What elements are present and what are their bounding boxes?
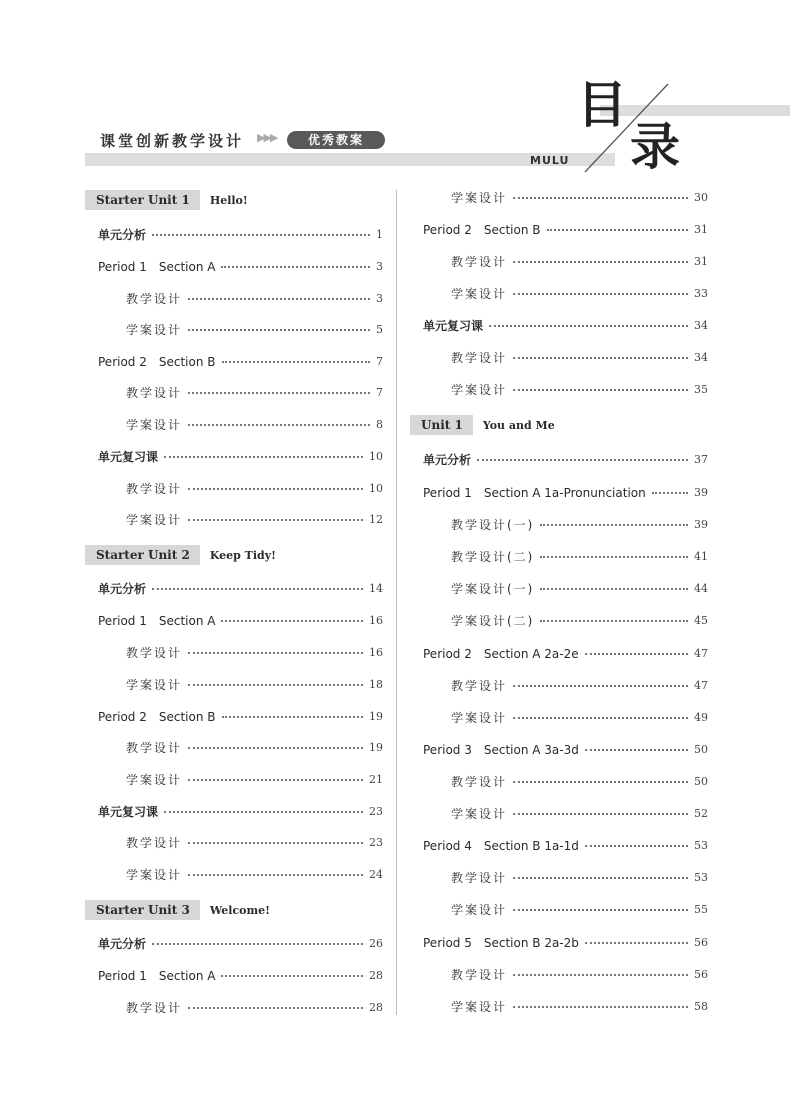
toc-page-number: 19 [369, 709, 383, 723]
toc-page-number: 53 [694, 838, 708, 852]
toc-page-number: 58 [694, 999, 708, 1013]
toc-entry[interactable] [98, 965, 383, 985]
toc-entry[interactable] [98, 224, 383, 244]
unit-number-box: Unit 1 [410, 415, 473, 435]
toc-page-number: 3 [376, 291, 383, 305]
toc-entry[interactable] [423, 739, 708, 759]
toc-entry[interactable] [451, 379, 708, 399]
toc-page-number: 23 [369, 804, 383, 818]
toc-entry[interactable] [98, 706, 383, 726]
toc-entry[interactable] [451, 610, 708, 630]
toc-page-number: 28 [369, 968, 383, 982]
dot-leader [188, 488, 363, 490]
toc-entry-title: Period 1 Section A [98, 613, 216, 628]
unit-heading[interactable] [410, 415, 555, 435]
toc-entry[interactable] [423, 315, 708, 335]
dot-leader [513, 877, 688, 879]
dot-leader [540, 556, 688, 558]
dot-leader [513, 813, 688, 815]
toc-page-number: 23 [369, 835, 383, 849]
toc-page-number: 39 [694, 485, 708, 499]
toc-page-number: 53 [694, 870, 708, 884]
dot-leader [585, 749, 688, 751]
dot-leader [513, 389, 688, 391]
dot-leader [188, 424, 370, 426]
toc-page-number: 35 [694, 382, 708, 396]
toc-entry[interactable] [126, 478, 383, 498]
arrows-icon: ▶▶▶ [257, 131, 277, 144]
dot-leader [152, 943, 363, 945]
toc-page-number: 7 [376, 354, 383, 368]
toc-page-number: 26 [369, 936, 383, 950]
dot-leader [221, 266, 370, 268]
toc-entry-title: 单元分析 [98, 936, 147, 951]
toc-entry[interactable] [451, 707, 708, 727]
toc-entry[interactable] [98, 801, 383, 821]
heading-mu: 目 [577, 76, 627, 134]
toc-page-number: 28 [369, 1000, 383, 1014]
toc-page-number: 7 [376, 385, 383, 399]
toc-entry-title: 单元复习课 [423, 318, 484, 333]
toc-page-number: 50 [694, 742, 708, 756]
toc-page-number: 34 [694, 318, 708, 332]
unit-heading[interactable] [85, 545, 276, 565]
toc-entry[interactable] [423, 932, 708, 952]
dot-leader [513, 974, 688, 976]
dot-leader [188, 329, 370, 331]
toc-entry[interactable] [423, 219, 708, 239]
toc-entry[interactable] [423, 449, 708, 469]
toc-page-number: 55 [694, 902, 708, 916]
dot-leader [188, 298, 370, 300]
toc-page-number: 41 [694, 549, 708, 563]
toc-page-number: 39 [694, 517, 708, 531]
toc-page-number: 5 [376, 322, 383, 336]
toc-entry-title: 教学设计(二) [451, 549, 535, 564]
toc-entry[interactable] [451, 283, 708, 303]
toc-page-number: 56 [694, 935, 708, 949]
toc-entry[interactable] [451, 187, 708, 207]
dot-leader [188, 519, 363, 521]
toc-entry-title: 教学设计 [451, 678, 508, 693]
toc-page-number: 34 [694, 350, 708, 364]
dot-leader [188, 684, 363, 686]
toc-page-number: 1 [376, 227, 383, 241]
toc-entry-title: Period 4 Section B 1a-1d [423, 838, 579, 853]
toc-entry[interactable] [451, 964, 708, 984]
dot-leader [222, 716, 364, 718]
toc-entry[interactable] [451, 251, 708, 271]
dot-leader [585, 653, 688, 655]
toc-entry[interactable] [451, 546, 708, 566]
toc-entry[interactable] [451, 514, 708, 534]
toc-entry[interactable] [451, 899, 708, 919]
toc-page-number: 49 [694, 710, 708, 724]
toc-entry[interactable] [126, 414, 383, 434]
toc-entry-title: 单元分析 [423, 452, 472, 467]
toc-entry-title: 教学设计 [451, 350, 508, 365]
toc-entry[interactable] [451, 675, 708, 695]
toc-entry-title: 学案设计 [126, 867, 183, 882]
toc-entry-title: 教学设计 [126, 1000, 183, 1015]
dot-leader [221, 620, 363, 622]
toc-entry[interactable] [423, 643, 708, 663]
dot-leader [513, 1006, 688, 1008]
toc-entry[interactable] [98, 933, 383, 953]
dot-leader [547, 229, 689, 231]
toc-page-number: 50 [694, 774, 708, 788]
toc-entry-title: Period 2 Section B [423, 222, 541, 237]
toc-page-number: 3 [376, 259, 383, 273]
toc-entry-title: 教学设计 [126, 835, 183, 850]
toc-entry[interactable] [126, 997, 383, 1017]
toc-entry-title: 学案设计 [451, 190, 508, 205]
toc-entry[interactable] [126, 864, 383, 884]
toc-entry-title: Period 1 Section A 1a-Pronunciation [423, 485, 646, 500]
dot-leader [477, 459, 688, 461]
dot-leader [652, 492, 688, 494]
dot-leader [152, 234, 370, 236]
heading-lu: 录 [630, 118, 680, 176]
toc-entry-title: 学案设计 [451, 710, 508, 725]
toc-entry-title: Period 2 Section A 2a-2e [423, 646, 579, 661]
dot-leader [188, 779, 363, 781]
toc-entry-title: 学案设计 [126, 677, 183, 692]
toc-entry[interactable] [126, 769, 383, 789]
unit-name: Hello! [209, 193, 248, 207]
dot-leader [540, 588, 688, 590]
toc-page-number: 10 [369, 481, 383, 495]
toc-entry-title: 学案设计 [451, 902, 508, 917]
unit-name: Welcome! [209, 903, 270, 917]
toc-page-number: 10 [369, 449, 383, 463]
toc-entry-title: 学案设计 [451, 286, 508, 301]
dot-leader [188, 1007, 363, 1009]
toc-entry-title: 单元复习课 [98, 804, 159, 819]
toc-entry-title: 教学设计 [126, 481, 183, 496]
toc-page-number: 14 [369, 581, 383, 595]
dot-leader [513, 717, 688, 719]
unit-heading[interactable] [85, 900, 270, 920]
slash-line [585, 84, 668, 172]
toc-entry[interactable] [98, 578, 383, 598]
dot-leader [513, 781, 688, 783]
toc-entry-title: Period 5 Section B 2a-2b [423, 935, 579, 950]
toc-entry-title: Period 2 Section B [98, 354, 216, 369]
toc-entry-title: 教学设计(一) [451, 517, 535, 532]
toc-entry-title: 学案设计(二) [451, 613, 535, 628]
toc-entry[interactable] [126, 832, 383, 852]
toc-page-number: 33 [694, 286, 708, 300]
dot-leader [540, 524, 688, 526]
toc-entry[interactable] [98, 256, 383, 276]
unit-number-box: Starter Unit 3 [85, 900, 200, 920]
toc-entry[interactable] [126, 509, 383, 529]
toc-entry-title: 单元复习课 [98, 449, 159, 464]
toc-entry-title: 学案设计 [126, 417, 183, 432]
toc-entry-title: 学案设计 [126, 512, 183, 527]
toc-entry-title: 学案设计 [451, 999, 508, 1014]
toc-entry[interactable] [451, 803, 708, 823]
toc-page-number: 18 [369, 677, 383, 691]
toc-entry-title: Period 2 Section B [98, 709, 216, 724]
column-divider [396, 190, 397, 1015]
toc-entry-title: 学案设计 [451, 806, 508, 821]
toc-entry[interactable] [98, 351, 383, 371]
toc-entry-title: 教学设计 [451, 254, 508, 269]
dot-leader [222, 361, 371, 363]
mulu-label: MULU [530, 154, 570, 167]
toc-entry-title: 学案设计 [126, 322, 183, 337]
toc-entry[interactable] [423, 482, 708, 502]
toc-entry-title: 教学设计 [451, 967, 508, 982]
toc-entry[interactable] [126, 288, 383, 308]
dot-leader [585, 942, 688, 944]
toc-entry-title: 教学设计 [126, 645, 183, 660]
slash-decoration [0, 0, 790, 200]
dot-leader [489, 325, 688, 327]
toc-entry[interactable] [98, 446, 383, 466]
toc-entry-title: 学案设计 [451, 382, 508, 397]
toc-entry[interactable] [126, 642, 383, 662]
toc-page-number: 19 [369, 740, 383, 754]
toc-page-number: 56 [694, 967, 708, 981]
toc-page-number: 16 [369, 645, 383, 659]
dot-leader [513, 909, 688, 911]
toc-page-number: 8 [376, 417, 383, 431]
dot-leader [513, 293, 688, 295]
toc-entry[interactable] [451, 347, 708, 367]
toc-page-number: 12 [369, 512, 383, 526]
toc-entry[interactable] [126, 319, 383, 339]
toc-page-number: 30 [694, 190, 708, 204]
toc-entry[interactable] [451, 578, 708, 598]
toc-page-number: 37 [694, 452, 708, 466]
dot-leader [540, 620, 688, 622]
toc-entry-title: Period 3 Section A 3a-3d [423, 742, 579, 757]
toc-entry-title: 教学设计 [126, 291, 183, 306]
toc-entry-title: Period 1 Section A [98, 968, 216, 983]
toc-entry-title: 教学设计 [451, 774, 508, 789]
toc-page-number: 16 [369, 613, 383, 627]
toc-page-number: 47 [694, 646, 708, 660]
toc-entry-title: 教学设计 [126, 740, 183, 755]
dot-leader [164, 456, 363, 458]
toc-entry-title: 学案设计(一) [451, 581, 535, 596]
toc-page-number: 24 [369, 867, 383, 881]
toc-entry[interactable] [98, 610, 383, 630]
dot-leader [188, 874, 363, 876]
dot-leader [585, 845, 688, 847]
unit-number-box: Starter Unit 2 [85, 545, 200, 565]
toc-page-number: 31 [694, 254, 708, 268]
toc-page-number: 31 [694, 222, 708, 236]
toc-entry[interactable] [126, 382, 383, 402]
toc-entry-title: 教学设计 [451, 870, 508, 885]
series-badge: 优秀教案 [287, 131, 385, 149]
toc-page-number: 21 [369, 772, 383, 786]
dot-leader [152, 588, 363, 590]
toc-entry-title: 单元分析 [98, 581, 147, 596]
dot-leader [188, 652, 363, 654]
unit-heading[interactable] [85, 190, 248, 210]
toc-entry[interactable] [451, 996, 708, 1016]
book-title: 课堂创新教学设计 [100, 132, 245, 150]
dot-leader [513, 357, 688, 359]
toc-entry[interactable] [451, 867, 708, 887]
toc-page-number: 44 [694, 581, 708, 595]
toc-page-number: 45 [694, 613, 708, 627]
unit-number-box: Starter Unit 1 [85, 190, 200, 210]
dot-leader [513, 261, 688, 263]
dot-leader [513, 685, 688, 687]
toc-entry-title: 单元分析 [98, 227, 147, 242]
dot-leader [188, 842, 363, 844]
toc-entry-title: Period 1 Section A [98, 259, 216, 274]
unit-name: Keep Tidy! [209, 548, 276, 562]
toc-page-number: 52 [694, 806, 708, 820]
unit-name: You and Me [482, 418, 555, 432]
toc-entry[interactable] [451, 771, 708, 791]
dot-leader [221, 975, 363, 977]
toc-page-number: 47 [694, 678, 708, 692]
dot-leader [513, 197, 688, 199]
toc-entry[interactable] [126, 737, 383, 757]
toc-entry-title: 教学设计 [126, 385, 183, 400]
dot-leader [164, 811, 363, 813]
toc-entry[interactable] [423, 835, 708, 855]
dot-leader [188, 747, 363, 749]
toc-entry[interactable] [126, 674, 383, 694]
toc-entry-title: 学案设计 [126, 772, 183, 787]
dot-leader [188, 392, 370, 394]
